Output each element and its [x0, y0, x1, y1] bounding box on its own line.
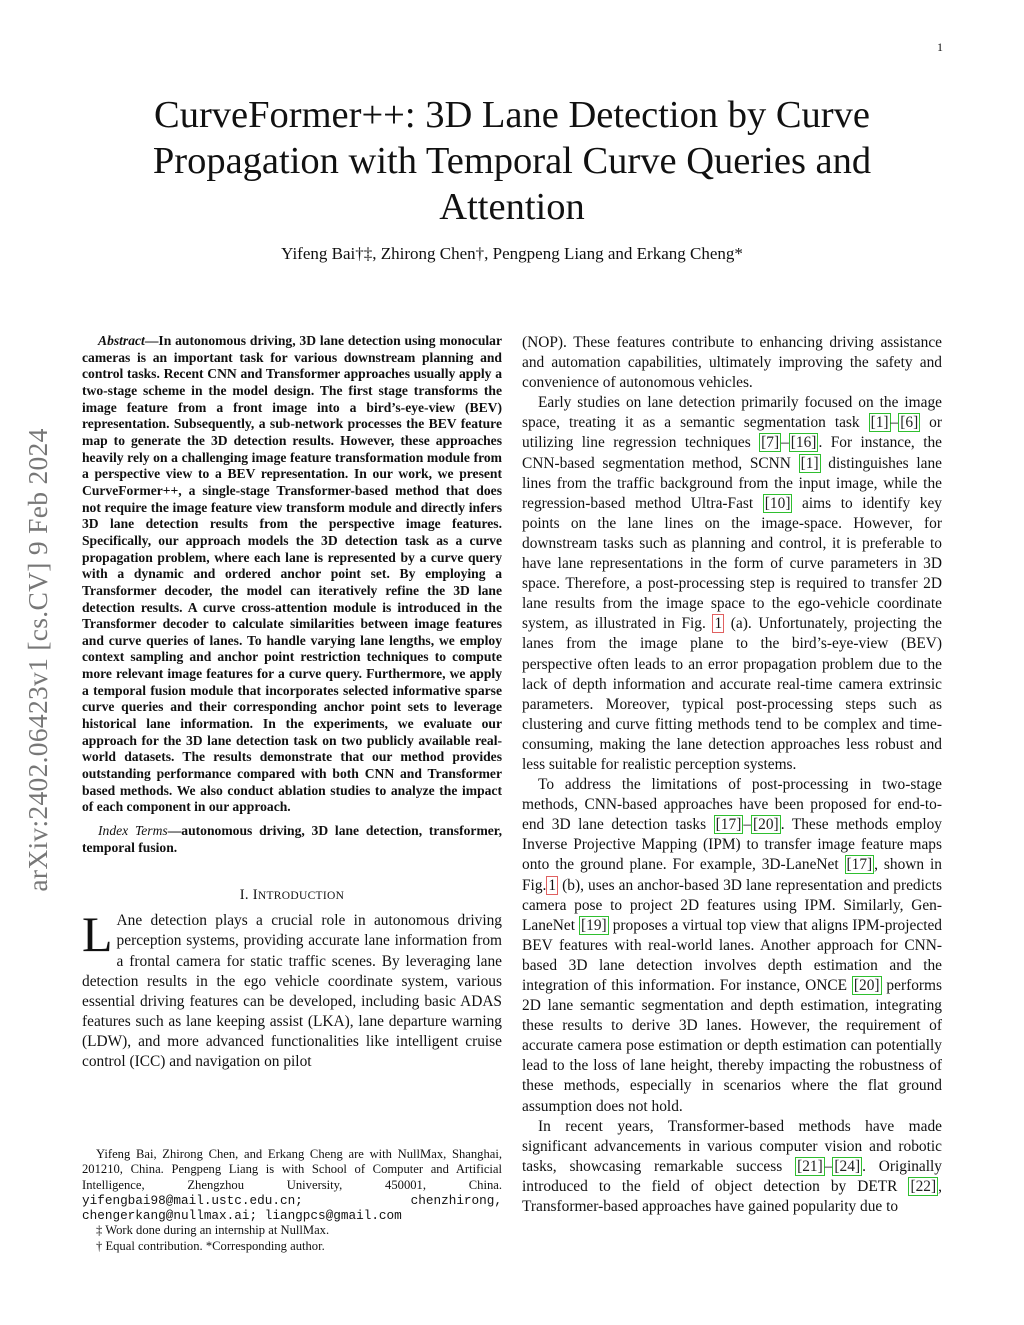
citation-link[interactable]: [22] — [910, 1177, 937, 1195]
section-heading — [82, 887, 502, 904]
citation-link[interactable]: [7] — [761, 434, 780, 452]
intro-paragraph-1 — [82, 906, 502, 1072]
figure-link[interactable]: 1 — [714, 615, 723, 633]
citation-link[interactable]: [1] — [870, 414, 889, 432]
page-number: 1 — [937, 40, 943, 54]
citation-link[interactable]: [20] — [853, 977, 880, 994]
text-run: performs 2D lane semantic segmentation and depth estimation, integrating these results to derive 3D lanes. However, the requirement of accurate camera pose estimation or depth estimation can potentially lead to the loss of lane height, thereby impacting the robustness of these methods, especially in scenarios where the flat ground assumption does not hold. — [522, 977, 942, 1115]
citation-link[interactable]: [24] — [834, 1157, 861, 1175]
footnote-internship: ‡ Work done during an internship at NullMax. — [96, 1223, 330, 1238]
footnote-equal-contribution: † Equal contribution. *Corresponding author. — [96, 1238, 325, 1253]
text-run: . For instance, the CNN-based segmentation method, SCNN — [522, 434, 942, 472]
citation-link[interactable]: [16] — [790, 434, 817, 452]
footnotes — [82, 1147, 502, 1254]
section-title-rest: NTRODUCTION — [257, 890, 345, 903]
text-run: . Originally introduced to the field of object detection by DETR — [522, 1157, 942, 1195]
author-list: Yifeng Bai†‡, Zhirong Chen†, Pengpeng Liang and Erkang Cheng* — [281, 244, 743, 263]
figure-link[interactable]: 1 — [548, 876, 557, 894]
index-terms-label: Index Terms — [98, 823, 168, 839]
footnote-emails[interactable]: yifengbai98@mail.ustc.edu.cn; chenzhirong, chengerkang@nullmax.ai; liangpcs@gmail.com — [82, 1192, 502, 1224]
text-run: , Transformer-based approaches have gained popularity due to — [522, 1177, 942, 1216]
text-run: (b), uses an anchor-based 3D lane representation and predicts camera pose to project 2D features using IPM. Similarly, Gen-LaneNet — [522, 876, 942, 934]
text-run: (a). Unfortunately, projecting the lanes from the image plane to the bird’s-eye-view (BEV) perspective often leads to an error propagation problem due to the lack of depth information and accurate real-time camera extrinsic parameters. Moreover, typical post-processing steps such as clustering and curve fitting methods tend to be complex and time-consuming, making the lane detection approaches less robust and less suitable for realistic perception systems. — [522, 615, 942, 773]
intro-paragraph-r2 — [522, 393, 942, 775]
footnote-affiliation-text: Yifeng Bai, Zhirong Chen, and Erkang Cheng are with NullMax, Shanghai, 201210, China. Pengpeng Liang is with School of Computer and Artificial Intelligence, Zhengzhou University, 450001, China. — [82, 1147, 502, 1192]
arxiv-stamp-text: arXiv:2402.06423v1 [cs.CV] 9 Feb 2024 — [22, 428, 53, 892]
citation-link[interactable]: [10] — [764, 494, 791, 512]
text-run: In recent years, Transformer-based methods have made significant advancements in various computer vision and robotic tasks, showcasing remarkable success — [522, 1117, 942, 1175]
arxiv-stamp — [16, 360, 60, 960]
drop-cap: L — [82, 906, 113, 963]
text-run: . These methods employ Inverse Projective Mapping (IPM) to transfer image feature maps onto the ground plane. For example, 3D-LaneNet — [522, 816, 943, 874]
citation-link[interactable]: [20] — [753, 816, 779, 834]
text-run: proposes a virtual top view that aligns IPM-projected BEV features with real-world lanes. Another approach for CNN-based 3D lane detection involves depth estimation and the integration of this information. For instance, ONCE — [522, 916, 942, 994]
intro-paragraph-r4 — [522, 1117, 942, 1217]
citation-link[interactable]: [6] — [900, 414, 919, 432]
section-numeral: I. I — [239, 887, 258, 904]
text-run: – — [824, 1157, 833, 1175]
index-terms — [82, 823, 502, 856]
right-column — [522, 333, 942, 1217]
text-run: distinguishes lane lines from the traffic background from the input image, while the regression-based method Ultra-Fast — [522, 454, 943, 512]
text-run: aims to identify key points on the lane lines on the image-space. However, for downstream tasks such as planning and control, it is preferable to have lane representations in the form of curve parameters in 3D space. Therefore, a post-processing step is required to transfer 2D lane results from the image space to the ego-vehicle coordinate system, as illustrated in Fig. — [522, 494, 942, 633]
text-run: – — [743, 816, 752, 834]
paper-title: CurveFormer++: 3D Lane Detection by Curve Propagation with Temporal Curve Queries and Attention — [152, 94, 872, 228]
intro-paragraph-1-text: Ane detection plays a crucial role in autonomous driving perception systems, providing accurate lane information from a frontal camera for static traffic scenes. By leveraging lane detection results in the ego vehicle coordinate system, various essential driving features can be developed, including basic ADAS features such as lane keeping assist (LKA), lane departure warning (LDW), and more advanced functionalities like intelligent cruise control (ICC) and navigation on pilot — [82, 912, 502, 1070]
index-terms-text: —autonomous driving, 3D lane detection, transformer, temporal fusion. — [82, 823, 502, 855]
text-run: Early studies on lane detection primarily focused on the image space, treating it as a semantic segmentation task — [522, 394, 942, 432]
text-run: – — [890, 414, 899, 432]
left-column — [82, 333, 502, 1072]
citation-link[interactable]: [17] — [846, 856, 873, 874]
intro-paragraph-r3 — [522, 775, 942, 1117]
text-run: , shown in Fig. — [522, 856, 942, 894]
abstract-text: —In autonomous driving, 3D lane detection using monocular cameras is an important task for various downstream planning and control tasks. Recent CNN and Transformer approaches usually apply a two-stage scheme in the model design. The first stage transforms the image feature from a front image into a bird’s-eye-view (BEV) representation. Subsequently, a sub-network processes the BEV feature map to generate the 3D detection results. However, these approaches heavily rely on a challenging image feature transformation module from a perspective view to a BEV representation. In our work, we present CurveFormer++, a single-stage Transformer-based method that does not require the image feature view transform module and directly infers 3D lane detection results from the perspective image features. Specifically, our approach models the 3D detection task as a curve propagation problem, where each lane is represented by a curve query with a dynamic and ordered anchor point set. By employing a Transformer decoder, the model can iteratively refine the 3D lane detection results. A curve cross-attention module is introduced in the Transformer decoder to calculate similarities between image features and curve queries of lanes. To handle varying lane lengths, we employ context sampling and anchor point restriction techniques to compute more relevant image features for a curve query. Furthermore, we apply a temporal fusion module that incorporates selected informative sparse curve queries and their corresponding anchor point sets to leverage historical lane information. In the experiments, we evaluate our approach for the 3D lane detection task on two publicly available real-world datasets. The results demonstrate that our method provides outstanding performance compared with both CNN and Transformer based methods. We also conduct ablation studies to analyze the impact of each component in our approach. — [82, 333, 502, 815]
text-run: To address the limitations of post-processing in two-stage methods, CNN-based approaches have been proposed for end-to-end 3D lane detection tasks — [522, 776, 942, 834]
footnote-affiliation — [82, 1147, 502, 1223]
citation-link[interactable]: [19] — [581, 916, 607, 934]
abstract-label: Abstract — [98, 333, 145, 348]
citation-link[interactable]: [1] — [800, 454, 819, 472]
citation-link[interactable]: [17] — [715, 816, 742, 834]
text-run: – — [781, 434, 789, 452]
intro-paragraph-r1: (NOP). These features contribute to enhancing driving assistance and automation capabilities, ultimately improving the safety and convenience of autonomous vehicles. — [522, 334, 942, 392]
text-run: or utilizing line regression techniques — [522, 414, 942, 452]
abstract — [82, 333, 502, 816]
citation-link[interactable]: [21] — [797, 1157, 823, 1175]
